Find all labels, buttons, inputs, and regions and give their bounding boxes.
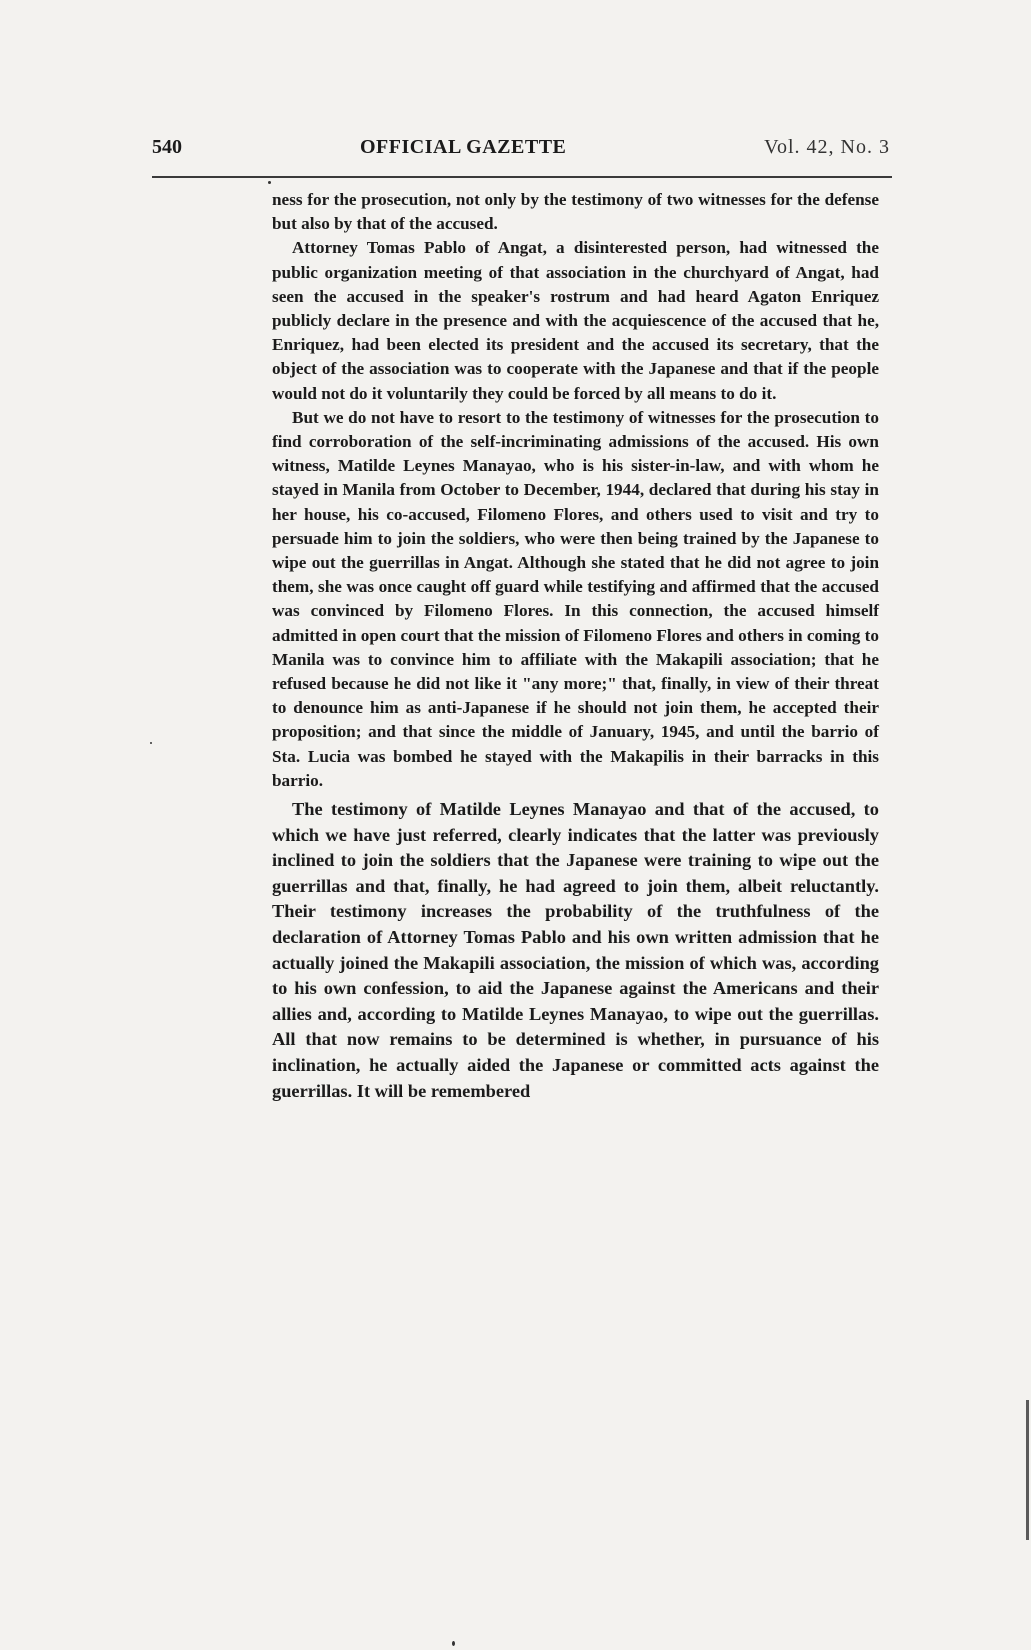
publication-title: OFFICIAL GAZETTE [360,136,567,158]
paragraph-witness-testimony: But we do not have to resort to the testimony of witnesses for the prosecution to find corroboration of the self-incriminating admissions of the accused. His own witness, Matilde Leynes Manayao, who is his sister-in-law, and with whom he stayed in Manila from October to December, 1944, declared that during his stay in her house, his co-accused, Filomeno Flores, and others used to visit and try to persuade him to join the soldiers, who were then being trained by the Japanese to wipe out the guerrillas in Angat. Although she stated that he did not agree to join them, she was once caught off guard while testifying and affirmed that the accused was convinced by Filomeno Flores. In this connection, the accused himself admitted in open court that the mission of Filomeno Flores and others in coming to Manila was to convince him to affiliate with the Makapili association; that he refused because he did not like it "any more;" that, finally, in view of their threat to denounce him as anti-Japanese if he should not join them, he accepted their proposition; and that since the middle of January, 1945, and until the barrio of Sta. Lucia was bombed he stayed with the Makapilis in their barracks in this barrio. [272,407,879,790]
scan-edge-mark [1026,1400,1029,1540]
paragraph-continuation: ness for the prosecution, not only by the testimony of two witnesses for the defense but also by that of the accused. [272,190,879,234]
paragraph-attorney-testimony: Attorney Tomas Pablo of Angat, a disinterested person, had witnessed the public organization meeting of that association in the churchyard of Angat, had seen the accused in the speaker's rostrum and had heard Agaton Enriquez publicly declare in the presence and with the acquiescence of the accused that he, Enriquez, had been elected its president and the accused its secretary, that the object of the association was to cooperate with the Japanese and that if the people would not do it voluntarily they could be forced by all means to do it. [272,238,879,403]
paragraph-conclusion: The testimony of Matilde Leynes Manayao and that of the accused, to which we have just referred, clearly indicates that the latter was previously inclined to join the soldiers that the Japanese were training to wipe out the guerrillas and that, finally, he had agreed to join them, albeit reluctantly. Their testimony increases the probability of the truthfulness of the declaration of Attorney Tomas Pablo and his own written admission that he actually joined the Makapili association, the mission of which was, according to his own confession, to aid the Japanese against the Americans and their allies and, according to Matilde Leynes Manayao, to wipe out the guerrillas. All that now remains to be determined is whether, in pursuance of his inclination, he actually aided the Japanese or committed acts against the guerrillas. It will be remembered [272,799,879,1101]
header-rule [152,176,892,178]
page-header [152,136,890,172]
volume-number: Vol. 42, No. 3 [764,136,890,158]
scan-speck [150,742,152,744]
body-text [272,188,879,1104]
page-number: 540 [152,136,182,158]
scan-speck [452,1641,455,1646]
scan-speck [268,181,271,184]
